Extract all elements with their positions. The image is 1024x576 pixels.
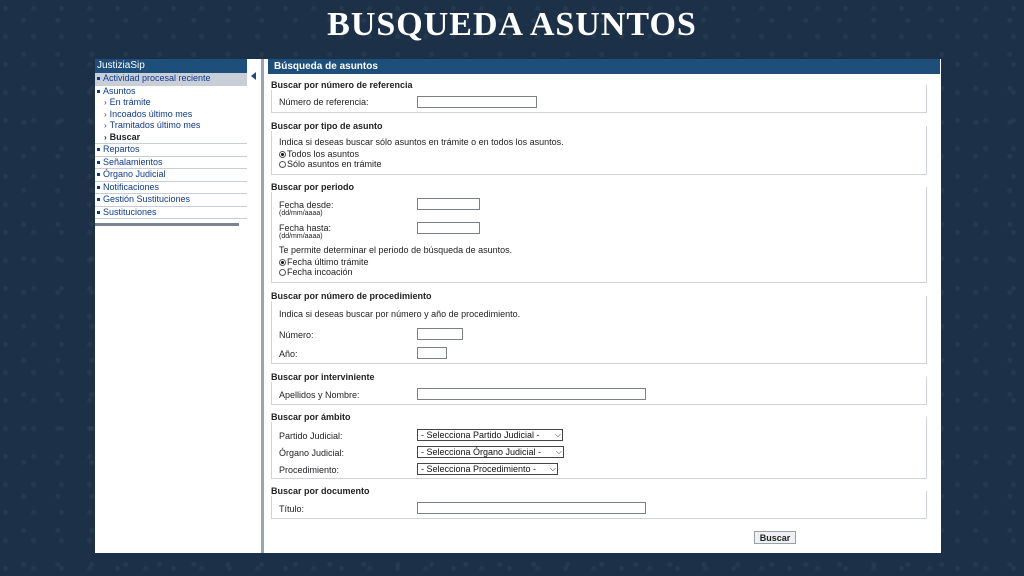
fieldset-title-referencia: Buscar por número de referencia [271, 80, 417, 90]
panel-divider [261, 59, 264, 553]
sidebar-item-gestion-sustituciones[interactable]: Gestión Sustituciones [95, 194, 247, 207]
anio-input[interactable] [417, 347, 447, 359]
fecha-desde-label: Fecha desde: [279, 200, 334, 210]
sidebar-item-sustituciones[interactable]: Sustituciones [95, 207, 247, 220]
bullet-icon [97, 148, 100, 151]
bullet-icon [97, 77, 100, 80]
sidebar-subitem-incoados[interactable]: › Incoados último mes [104, 108, 193, 119]
chevron-right-icon: › [104, 98, 107, 107]
bullet-icon [97, 211, 100, 214]
fieldset-title-ambito: Buscar por ámbito [271, 412, 355, 422]
fecha-hasta-input[interactable] [417, 222, 480, 234]
apellidos-label: Apellidos y Nombre: [279, 390, 360, 400]
fieldset-title-procedimiento: Buscar por número de procedimiento [271, 291, 436, 301]
sidebar-scrollbar[interactable] [95, 223, 239, 226]
procedimiento-help: Indica si deseas buscar por número y año de procedimiento. [279, 309, 521, 319]
periodo-help: Te permite determinar el periodo de búsqueda de asuntos. [279, 245, 513, 255]
radio-todos[interactable]: Todos los asuntos [279, 149, 359, 159]
bullet-icon [97, 173, 100, 176]
sidebar-item-notificaciones[interactable]: Notificaciones [95, 182, 247, 195]
bullet-icon [97, 161, 100, 164]
sidebar-subitem-en-tramite[interactable]: › En trámite [104, 97, 151, 107]
radio-unchecked-icon [279, 161, 286, 168]
app-window [95, 59, 941, 553]
fecha-desde-format: (dd/mm/aaaa) [279, 210, 323, 217]
titulo-input[interactable] [417, 502, 646, 514]
fecha-hasta-format: (dd/mm/aaaa) [279, 233, 323, 240]
numero-input[interactable] [417, 328, 463, 340]
main-panel [268, 59, 940, 543]
radio-tramite[interactable]: Sólo asuntos en trámite [279, 159, 382, 169]
radio-incoacion[interactable]: Fecha incoación [279, 267, 353, 277]
sidebar-item-senalamientos[interactable]: Señalamientos [95, 157, 247, 170]
tipo-help: Indica si deseas buscar sólo asuntos en trámite o en todos los asuntos. [279, 137, 564, 147]
referencia-input[interactable] [417, 96, 537, 108]
sidebar-subitem-tramitados[interactable]: › Tramitados último mes [104, 120, 201, 130]
numero-label: Número: [279, 330, 314, 340]
chevron-down-icon: ⌵ [554, 430, 561, 439]
fieldset-ambito [271, 417, 927, 479]
sidebar-item-organo-judicial[interactable]: Órgano Judicial [95, 169, 247, 182]
chevron-right-icon: › [104, 121, 107, 130]
fieldset-title-interviniente: Buscar por interviniente [271, 372, 379, 382]
sidebar-header: JustiziaSip [95, 59, 247, 73]
bullet-icon [97, 90, 100, 93]
partido-label: Partido Judicial: [279, 431, 343, 441]
chevron-down-icon: ⌵ [555, 447, 562, 456]
procedimiento-select[interactable]: - Selecciona Procedimiento - ⌵ [417, 463, 558, 475]
radio-checked-icon [279, 259, 286, 266]
sidebar-subitem-buscar[interactable]: › Buscar [95, 132, 247, 145]
organo-label: Órgano Judicial: [279, 448, 345, 458]
fecha-desde-input[interactable] [417, 198, 480, 210]
radio-unchecked-icon [279, 269, 286, 276]
collapse-sidebar-icon[interactable] [251, 72, 256, 80]
anio-label: Año: [279, 349, 298, 359]
fieldset-title-periodo: Buscar por periodo [271, 182, 358, 192]
partido-select[interactable]: - Selecciona Partido Judicial - ⌵ [417, 429, 563, 441]
procedimiento-select-label: Procedimiento: [279, 465, 340, 475]
fecha-hasta-label: Fecha hasta: [279, 223, 332, 233]
organo-select[interactable]: - Selecciona Órgano Judicial - ⌵ [417, 446, 564, 458]
apellidos-input[interactable] [417, 388, 646, 400]
fieldset-title-tipo: Buscar por tipo de asunto [271, 121, 387, 131]
sidebar [95, 59, 247, 226]
slide-title: BUSQUEDA ASUNTOS [327, 6, 697, 43]
sidebar-item-repartos[interactable]: Repartos [95, 144, 247, 157]
titulo-label: Título: [279, 504, 305, 514]
bullet-icon [97, 198, 100, 201]
chevron-right-icon: › [104, 109, 107, 119]
sidebar-item-actividad[interactable]: Actividad procesal reciente [95, 73, 247, 86]
bullet-icon [97, 186, 100, 189]
sidebar-item-asuntos[interactable]: Asuntos [95, 86, 247, 98]
chevron-right-icon: › [104, 132, 107, 142]
fieldset-title-documento: Buscar por documento [271, 486, 374, 496]
radio-checked-icon [279, 151, 286, 158]
search-button[interactable]: Buscar [754, 531, 796, 544]
chevron-down-icon: ⌵ [549, 464, 556, 473]
page-title: Búsqueda de asuntos [268, 59, 940, 74]
fieldset-periodo [271, 187, 927, 283]
radio-ultimo-tramite[interactable]: Fecha último trámite [279, 257, 369, 267]
fieldset-procedimiento [271, 296, 927, 364]
referencia-label: Número de referencia: [279, 97, 369, 107]
